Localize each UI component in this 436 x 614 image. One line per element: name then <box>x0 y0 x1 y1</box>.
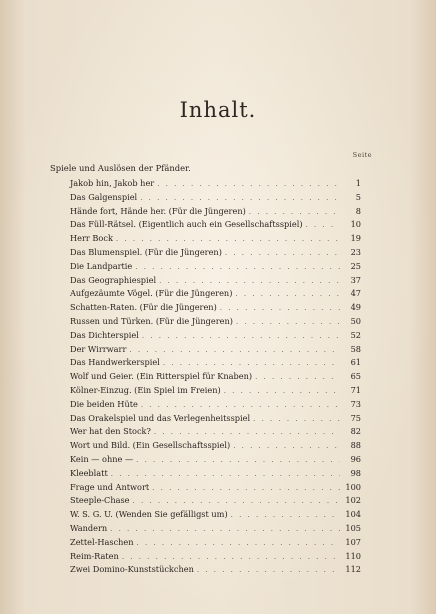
dot-leader <box>235 288 340 302</box>
toc-entry-page: 37 <box>350 274 361 285</box>
toc-entry-page: 23 <box>350 246 361 257</box>
toc-entry-page: 25 <box>350 260 361 271</box>
toc-entry-title: Frage und Antwort <box>70 481 150 492</box>
dot-leader <box>116 233 340 247</box>
toc-entry-page: 82 <box>350 426 361 437</box>
toc-entry-title: W. S. G. U. (Wenden Sie gefälligst um) <box>70 509 228 520</box>
dot-leader <box>220 302 340 316</box>
dot-leader <box>255 371 340 385</box>
dot-leader <box>142 330 340 344</box>
toc-entry <box>70 467 361 481</box>
dot-leader <box>163 357 340 371</box>
toc-entry-page: 112 <box>345 564 361 575</box>
toc-entry-title: Aufgezäumte Vögel. (Für die Jüngeren) <box>70 288 233 299</box>
toc-entry <box>70 439 361 453</box>
dot-leader <box>111 468 340 482</box>
toc-entry-page: 98 <box>350 467 361 478</box>
toc-entry-page: 96 <box>350 453 361 464</box>
toc-entry <box>70 232 361 246</box>
toc-entry <box>70 536 361 550</box>
dot-leader <box>133 495 340 509</box>
toc-entry-page: 107 <box>345 536 361 547</box>
dot-leader <box>154 426 340 440</box>
toc-entry <box>70 384 361 398</box>
section-heading: Spiele und Auslösen der Pfänder. <box>50 163 191 173</box>
dot-leader <box>110 523 340 537</box>
toc-entry <box>70 343 361 357</box>
toc-entry-title: Das Galgenspiel <box>70 191 138 202</box>
toc-entry <box>70 563 361 577</box>
dot-leader <box>122 551 340 565</box>
toc-entry <box>70 205 361 219</box>
dot-leader <box>157 178 340 192</box>
dot-leader <box>197 564 340 578</box>
toc-entry-title: Die Landpartie <box>70 260 133 271</box>
toc-entry <box>70 550 361 564</box>
toc-entry-title: Kein — ohne — <box>70 453 134 464</box>
table-of-contents <box>70 177 361 577</box>
toc-entry-title: Das Füll-Rätsel. (Eigentlich auch ein Gesellschaftsspiel) <box>70 219 303 230</box>
toc-entry <box>70 425 361 439</box>
toc-entry-title: Jakob hin, Jakob her <box>70 178 155 188</box>
toc-entry <box>70 177 361 191</box>
toc-entry-title: Der Wirrwarr <box>70 343 127 354</box>
toc-entry-page: 47 <box>350 288 361 299</box>
toc-entry <box>70 508 361 522</box>
dot-leader <box>236 316 340 330</box>
toc-entry-title: Wer hat den Stock? <box>70 426 151 437</box>
toc-entry-title: Schatten-Raten. (Für die Jüngeren) <box>70 302 217 313</box>
dot-leader <box>249 206 340 220</box>
toc-entry <box>70 370 361 384</box>
toc-entry-title: Wandern <box>70 522 108 533</box>
toc-entry <box>70 246 361 260</box>
toc-entry-title: Wolf und Geier. (Ein Ritterspiel für Knaben) <box>70 371 253 382</box>
toc-entry-title: Reim-Raten <box>70 550 119 561</box>
toc-entry-page: 100 <box>345 481 361 492</box>
toc-entry-title: Kleeblatt <box>70 467 108 478</box>
toc-entry <box>70 218 361 232</box>
dot-leader <box>233 440 340 454</box>
dot-leader <box>225 247 340 261</box>
toc-entry <box>70 494 361 508</box>
toc-entry-title: Das Blumenspiel. (Für die Jüngeren) <box>70 246 222 257</box>
dot-leader <box>159 275 340 289</box>
toc-entry <box>70 356 361 370</box>
dot-leader <box>152 482 340 496</box>
dot-leader <box>136 454 340 468</box>
toc-entry <box>70 301 361 315</box>
toc-entry-title: Das Geographiespiel <box>70 274 157 285</box>
toc-entry <box>70 260 361 274</box>
toc-entry-page: 102 <box>345 495 361 506</box>
dot-leader <box>137 537 340 551</box>
toc-entry-page: 49 <box>350 302 361 313</box>
toc-entry-page: 75 <box>350 412 361 423</box>
toc-entry <box>70 453 361 467</box>
toc-entry <box>70 412 361 426</box>
toc-entry-page: 52 <box>350 329 361 340</box>
toc-entry <box>70 315 361 329</box>
toc-entry-page: 73 <box>350 398 361 409</box>
toc-entry-title: Kölner-Einzug. (Ein Spiel im Freien) <box>70 384 221 395</box>
dot-leader <box>141 399 340 413</box>
toc-entry-page: 65 <box>350 371 361 382</box>
toc-entry-page: 88 <box>350 440 361 451</box>
dot-leader <box>253 413 340 427</box>
toc-entry <box>70 329 361 343</box>
toc-entry-title: Hände fort, Hände her. (Für die Jüngeren) <box>70 205 246 216</box>
toc-entry-page: 5 <box>355 191 361 202</box>
toc-entry-page: 105 <box>345 522 361 533</box>
dot-leader <box>140 192 340 206</box>
toc-entry <box>70 481 361 495</box>
dot-leader <box>231 509 340 523</box>
toc-entry-page: 19 <box>350 233 361 244</box>
toc-entry <box>70 287 361 301</box>
toc-entry-page: 104 <box>345 509 361 520</box>
toc-entry <box>70 274 361 288</box>
toc-entry-page: 8 <box>355 205 361 216</box>
toc-entry <box>70 191 361 205</box>
toc-entry-title: Steeple-Chase <box>70 495 130 506</box>
dot-leader <box>306 219 340 233</box>
dot-leader <box>135 261 340 275</box>
page-column-label: Seite <box>352 151 372 159</box>
toc-entry-title: Wort und Bild. (Ein Gesellschaftsspiel) <box>70 440 231 451</box>
toc-entry-title: Russen und Türken. (Für die Jüngeren) <box>70 315 233 326</box>
toc-entry-title: Das Dichterspiel <box>70 329 139 340</box>
page-title: Inhalt. <box>179 98 257 122</box>
toc-entry-page: 61 <box>350 357 361 368</box>
toc-entry-page: 71 <box>350 384 361 395</box>
toc-entry-title: Zwei Domino-Kunststückchen <box>70 564 194 575</box>
toc-entry-title: Zettel-Haschen <box>70 536 134 547</box>
toc-entry-page: 58 <box>350 343 361 354</box>
toc-entry <box>70 398 361 412</box>
dot-leader <box>224 385 340 399</box>
dot-leader <box>129 344 340 358</box>
toc-entry-title: Das Handwerkerspiel <box>70 357 160 368</box>
toc-entry-page: 1 <box>355 178 361 188</box>
toc-entry-page: 10 <box>350 219 361 230</box>
toc-entry-page: 110 <box>345 550 361 561</box>
toc-entry-title: Das Orakelspiel und das Verlegenheitsspiel <box>70 412 251 423</box>
toc-entry-title: Die beiden Hüte <box>70 398 138 409</box>
toc-entry-title: Herr Bock <box>70 233 113 244</box>
toc-entry <box>70 522 361 536</box>
toc-entry-page: 50 <box>350 315 361 326</box>
